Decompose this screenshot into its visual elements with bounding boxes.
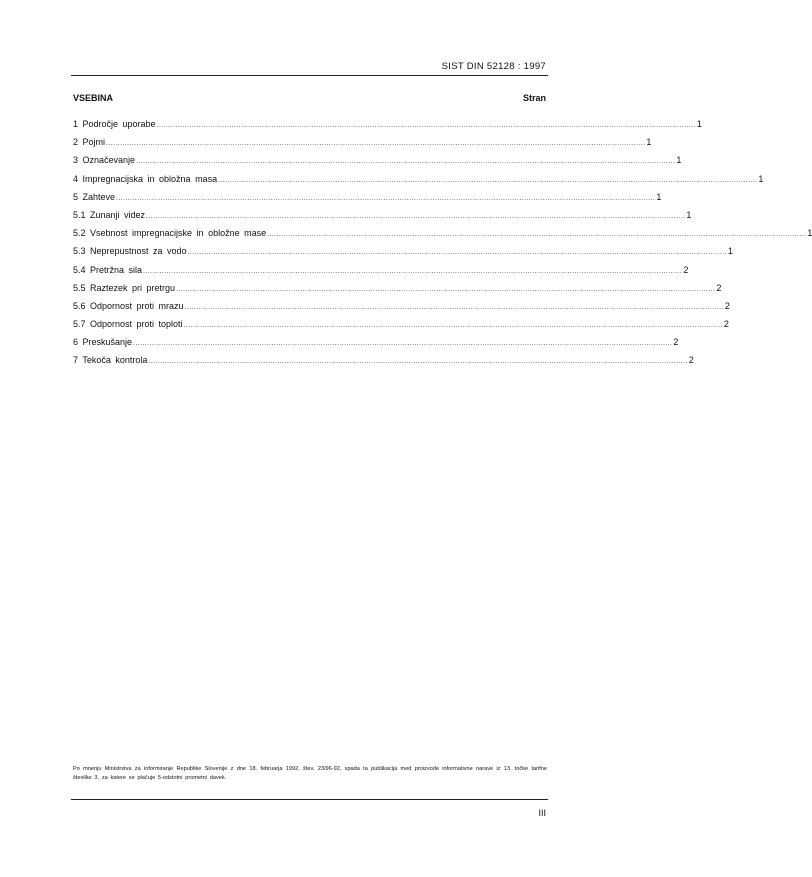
toc-entry-page: 1 [686,209,692,220]
toc-dot-leader: ...................................................................................................................................................................................................................................... [146,212,686,220]
toc-entry[interactable] [73,119,702,137]
toc-entry[interactable] [73,319,729,337]
toc-entry-title: 5 Zahteve [73,191,116,202]
toc-dot-leader: ...................................................................................................................................................................................................................................... [156,122,696,129]
toc-dot-leader: ...................................................................................................................................................................................................................................... [187,249,727,257]
toc-entry-page: 1 [696,119,702,129]
toc-entry[interactable] [73,355,694,373]
toc-entry-page: 2 [683,264,689,275]
toc-dot-leader: ...................................................................................................................................................................................................................................... [176,285,716,293]
footer-divider [71,799,548,800]
toc-entry[interactable] [73,191,662,210]
toc-entry-page: 1 [656,191,662,202]
toc-entry-title: 3 Označevanje [73,155,136,166]
page-number: III [538,808,546,818]
toc-heading: VSEBINA [73,93,114,103]
toc-entry[interactable] [73,337,679,355]
toc-entry-page: 2 [724,300,730,311]
toc-page-column-label: Stran [522,93,546,103]
toc-entry-title: 5.6 Odpornost proti mrazu [73,300,184,311]
toc-entry-page: 1 [807,228,812,239]
toc-entry[interactable] [73,300,730,319]
toc-entry-page: 2 [688,355,694,366]
toc-entry-title: 2 Pojmi [73,137,106,148]
toc-entry-page: 2 [723,319,729,330]
toc-entry[interactable] [73,228,812,246]
table-of-contents [73,119,812,374]
toc-entry[interactable] [73,137,652,155]
toc-dot-leader: ...................................................................................................................................................................................................................................... [136,158,676,166]
toc-dot-leader: ...................................................................................................................................................................................................................................... [133,340,673,348]
toc-entry-page: 1 [676,155,682,166]
toc-entry-title: 5.1 Zunanji videz [73,209,146,220]
toc-dot-leader: ...................................................................................................................................................................................................................................... [106,140,646,148]
toc-entry[interactable] [73,173,764,192]
toc-dot-leader: ...................................................................................................................................................................................................................................... [218,176,758,184]
tax-footnote: Po mnenju Ministrstva za informiranje Republike Slovenije z dne 18. februarja 1992, štev. 23/96-92, spada ta publikacija med proizvode informativne narave iz 13. točke tarifne številke 3, za katere se plačuje 5-odstotni prometni davek. [73,766,547,781]
toc-entry-title: 5.4 Pretržna sila [73,264,143,275]
toc-entry[interactable] [73,155,682,173]
toc-dot-leader: ...................................................................................................................................................................................................................................... [148,358,688,366]
header-divider [71,75,548,76]
toc-dot-leader: ...................................................................................................................................................................................................................................... [184,303,724,311]
toc-dot-leader: ...................................................................................................................................................................................................................................... [143,267,683,275]
toc-entry-title: 1 Področje uporabe [73,119,156,129]
toc-entry-title: 5.7 Odpornost proti toploti [73,319,183,330]
toc-entry-title: 6 Preskušanje [73,337,133,348]
toc-entry-title: 4 Impregnacijska in obložna masa [73,173,218,184]
toc-entry[interactable] [73,282,722,301]
toc-dot-leader: ...................................................................................................................................................................................................................................... [267,231,807,239]
toc-entry-title: 5.5 Raztezek pri pretrgu [73,282,176,293]
toc-entry[interactable] [73,209,692,228]
toc-dot-leader: ...................................................................................................................................................................................................................................... [116,194,656,202]
toc-entry-page: 1 [758,173,764,184]
toc-entry-page: 1 [727,246,733,257]
toc-entry[interactable] [73,264,689,283]
toc-entry-title: 5.2 Vsebnost impregnacijske in obložne mase [73,228,267,239]
toc-entry[interactable] [73,246,733,264]
standard-code: SIST DIN 52128 : 1997 [441,61,546,72]
toc-entry-page: 1 [646,137,652,148]
toc-dot-leader: ...................................................................................................................................................................................................................................... [183,322,723,330]
toc-entry-title: 7 Tekoča kontrola [73,355,148,366]
toc-entry-title: 5.3 Neprepustnost za vodo [73,246,187,257]
toc-entry-page: 2 [673,337,679,348]
toc-entry-page: 2 [716,282,722,293]
